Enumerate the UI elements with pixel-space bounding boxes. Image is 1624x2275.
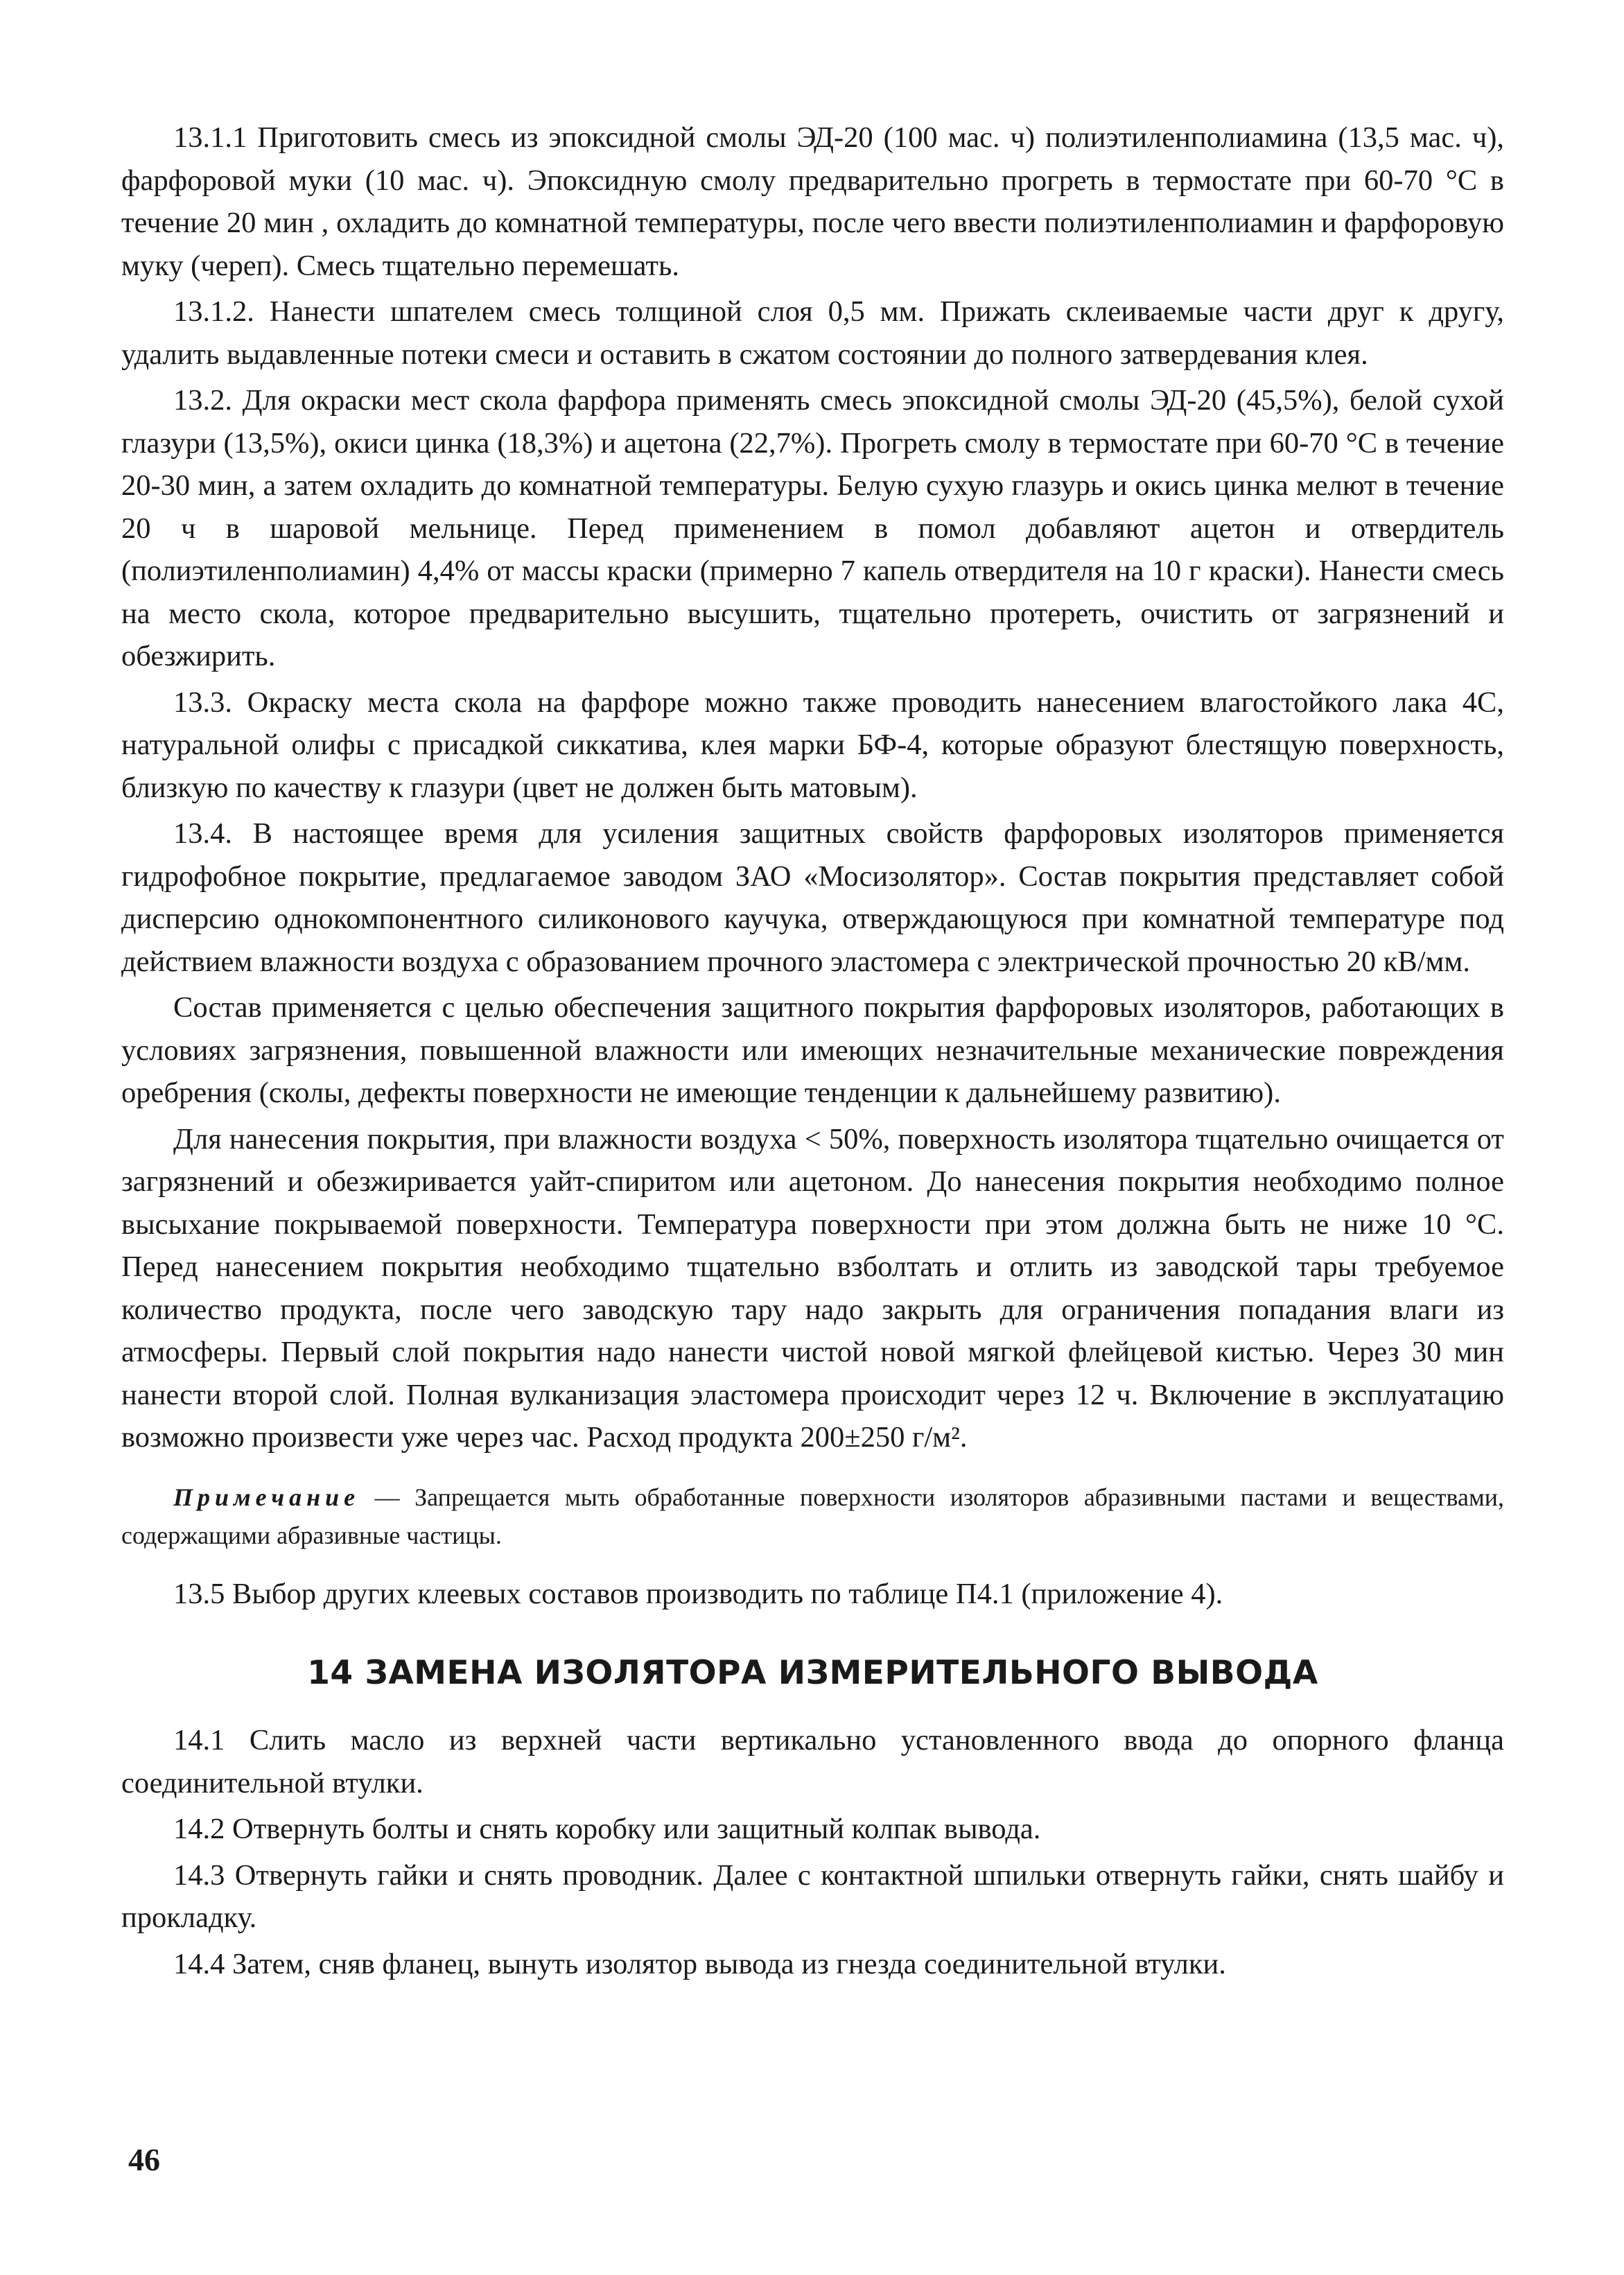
paragraph-13-3: 13.3. Окраску места скола на фарфоре можно также проводить нанесением влагостойкого лака 4С, натуральной олифы с присадкой сиккатива, клея марки БФ-4, которые образуют блестящую поверхность, близкую по качеству к глазури (цвет не должен быть матовым). (121, 686, 1504, 804)
paragraph-14-1: 14.1 Слить масло из верхней части вертикально установленного ввода до опорного фланца соединительной втулки. (121, 1724, 1504, 1799)
paragraph-13-1-2: 13.1.2. Нанести шпателем смесь толщиной слоя 0,5 мм. Прижать склеиваемые части друг к другу, удалить выдавленные потеки смеси и оставить в сжатом состоянии до полного затвердевания клея. (121, 295, 1504, 371)
paragraph-14-4: 14.4 Затем, сняв фланец, вынуть изолятор вывода из гнезда соединительной втулки. (173, 1947, 1226, 1980)
section-14-heading: 14 ЗАМЕНА ИЗОЛЯТОРА ИЗМЕРИТЕЛЬНОГО ВЫВОДА (307, 1654, 1318, 1692)
paragraph-13-4: 13.4. В настоящее время для усиления защитных свойств фарфоровых изоляторов применяется гидрофобное покрытие, предлагаемое заводом ЗАО «Мосизолятор». Состав покрытия представляет собой дисперсию однокомпонентного силиконового каучука, отверждающуюся при комнатной температуре под действием влажности воздуха с образованием прочного эластомера с электрической прочностью 20 кВ/мм. (121, 817, 1504, 978)
paragraph-13-1-1: 13.1.1 Приготовить смесь из эпоксидной смолы ЭД-20 (100 мас. ч) полиэтиленполиамина (13,5 мас. ч), фарфоровой муки (10 мас. ч). Эпоксидную смолу предварительно прогреть в термостате при 60-70 °С в течение 20 мин , охладить до комнатной температуры, после чего ввести полиэтиленполиамин и фарфоровую муку (череп). Смесь тщательно перемешать. (121, 121, 1504, 282)
page-number: 46 (128, 2142, 160, 2177)
note (121, 1479, 1504, 1555)
document-page (121, 116, 1504, 1985)
paragraph-14-2: 14.2 Отвернуть болты и снять коробку или защитный колпак вывода. (173, 1813, 1041, 1845)
paragraph-14-3: 14.3 Отвернуть гайки и снять проводник. Далее с контактной шпильки отвернуть гайки, снять шайбу и прокладку. (121, 1858, 1504, 1934)
note-label: Примечание (173, 1483, 360, 1511)
note-text: — Запрещается мыть обработанные поверхности изоляторов абразивными пастами и веществами, содержащими абразивные частицы. (121, 1483, 1504, 1549)
paragraph-13-4-procedure: Для нанесения покрытия, при влажности воздуха < 50%, поверхность изолятора тщательно очищается от загрязнений и обезжиривается уайт-спиритом или ацетоном. До нанесения покрытия необходимо полное высыхание покрываемой поверхности. Температура поверхности при этом должна быть не ниже 10 °С. Перед нанесением покрытия необходимо тщательно взболтать и отлить из заводской тары требуемое количество продукта, после чего заводскую тару надо закрыть для ограничения попадания влаги из атмосферы. Первый слой покрытия надо нанести чистой новой мягкой флейцевой кистью. Через 30 мин нанести второй слой. Полная вулканизация эластомера происходит через 12 ч. Включение в эксплуатацию возможно произвести уже через час. Расход продукта 200±250 г/м². (121, 1122, 1504, 1454)
paragraph-13-5: 13.5 Выбор других клеевых составов производить по таблице П4.1 (приложение 4). (173, 1577, 1223, 1610)
paragraph-13-2: 13.2. Для окраски мест скола фарфора применять смесь эпоксидной смолы ЭД-20 (45,5%), белой сухой глазури (13,5%), окиси цинка (18,3%) и ацетона (22,7%). Прогреть смолу в термостате при 60-70 °С в течение 20-30 мин, а затем охладить до комнатной температуры. Белую сухую глазурь и окись цинка мелют в течение 20 ч в шаровой мельнице. Перед применением в помол добавляют ацетон и отвердитель (полиэтиленполиамин) 4,4% от массы краски (примерно 7 капель отвердителя на 10 г краски). Нанести смесь на место скола, которое предварительно высушить, тщательно протереть, очистить от загрязнений и обезжирить. (121, 384, 1504, 672)
paragraph-13-4-application: Состав применяется с целью обеспечения защитного покрытия фарфоровых изоляторов, работающих в условиях загрязнения, повышенной влажности или имеющих незначительные механические повреждения оребрения (сколы, дефекты поверхности не имеющие тенденции к дальнейшему развитию). (121, 991, 1504, 1109)
